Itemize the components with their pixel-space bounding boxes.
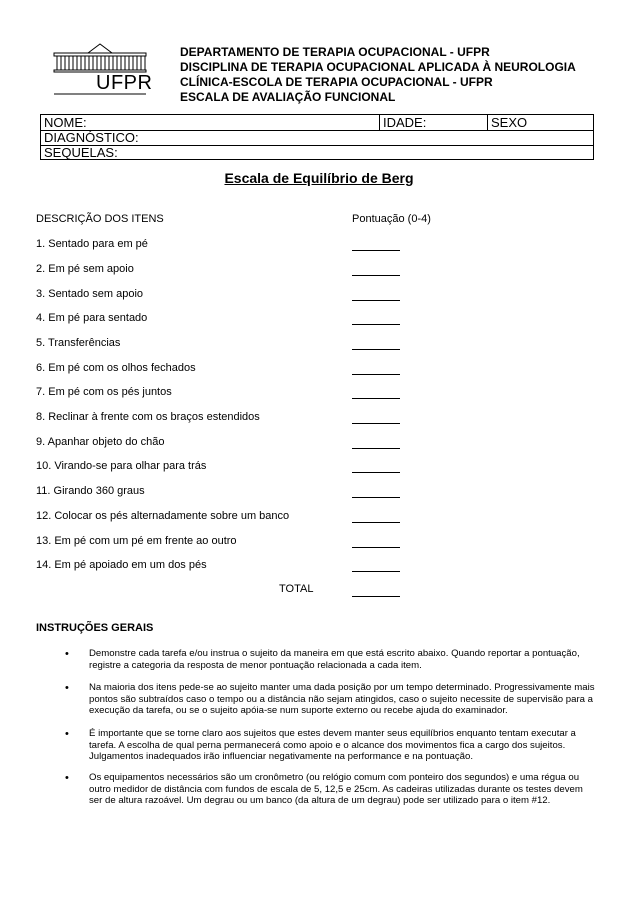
divider: [487, 115, 488, 130]
item-label: 10. Virando-se para olhar para trás: [36, 460, 207, 472]
item-label: 7. Em pé com os pés juntos: [36, 386, 172, 398]
patient-info-box: [40, 114, 594, 160]
bullet-icon: •: [65, 728, 69, 740]
score-blank[interactable]: [352, 386, 400, 399]
patient-row-nome: [41, 115, 593, 131]
item-label: 13. Em pé com um pé em frente ao outro: [36, 535, 237, 547]
sexo-label: SEXO: [491, 115, 528, 130]
idade-label: IDADE:: [383, 115, 427, 130]
header-line-discipline: DISCIPLINA DE TERAPIA OCUPACIONAL APLICADA À NEUROLOGIA: [180, 60, 576, 74]
items-description-header: DESCRIÇÃO DOS ITENS: [36, 213, 164, 225]
item-label: 3. Sentado sem apoio: [36, 288, 144, 300]
bullet-icon: •: [65, 772, 69, 784]
sequelas-label: SEQUELAS:: [44, 145, 118, 160]
page-title: Escala de Equilíbrio de Berg: [224, 170, 414, 186]
item-label: 11. Girando 360 graus: [36, 485, 145, 497]
item-label: 9. Apanhar objeto do chão: [36, 436, 165, 448]
score-blank[interactable]: [352, 337, 400, 350]
instruction-text: É importante que se torne claro aos sujeitos que estes devem manter seus equilíbrios enquanto tentam executar a tarefa. A escolha de qual perna permanecerá como apoio e o alcance dos movimentos fica a cargo dos sujeitos. Julgamentos inadequados irão influenciar negativamente na performance e na pontuação.: [89, 728, 576, 763]
item-label: 6. Em pé com os olhos fechados: [36, 362, 196, 374]
total-label: TOTAL: [279, 583, 314, 595]
header-line-scale: ESCALA DE AVALIAÇÃO FUNCIONAL: [180, 90, 396, 104]
score-blank[interactable]: [352, 535, 400, 548]
item-label: 5. Transferências: [36, 337, 121, 349]
score-blank[interactable]: [352, 288, 400, 301]
logo-text: UFPR: [96, 72, 153, 94]
bullet-icon: •: [65, 682, 69, 694]
item-label: 1. Sentado para em pé: [36, 238, 148, 250]
item-label: 2. Em pé sem apoio: [36, 263, 134, 275]
header-line-department: DEPARTAMENTO DE TERAPIA OCUPACIONAL - UFPR: [180, 45, 490, 59]
score-blank[interactable]: [352, 436, 400, 449]
divider: [379, 115, 380, 130]
score-blank[interactable]: [352, 559, 400, 572]
instruction-text: Na maioria dos itens pede-se ao sujeito manter uma dada posição por um tempo determinado. Progressivamente mais pontos são subtraídos caso o tempo ou a distância não sejam atingidos, caso o sujeito necessite de supervisão para a execução da tarefa, ou se o sujeito apóia-se num suporte externo ou recebe ajuda do examinador.: [89, 682, 595, 717]
score-blank[interactable]: [352, 312, 400, 325]
score-blank[interactable]: [352, 238, 400, 251]
total-score-blank[interactable]: [352, 584, 400, 597]
score-blank[interactable]: [352, 362, 400, 375]
institution-header: [180, 45, 576, 105]
score-blank[interactable]: [352, 460, 400, 473]
item-label: 8. Reclinar à frente com os braços estendidos: [36, 411, 260, 423]
ufpr-logo: [52, 42, 153, 96]
instruction-text: Os equipamentos necessários são um cronômetro (ou relógio comum com ponteiro dos segundos) e uma régua ou outro medidor de distância com fundos de escala de 5, 12,5 e 25cm. As cadeiras utilizadas durante os testes devem ser de altura razoável. Um degrau ou um banco (da altura de um degrau) pode ser utilizado para o item #12.: [89, 772, 583, 807]
diagnostico-label: DIAGNÓSTICO:: [44, 130, 139, 145]
score-blank[interactable]: [352, 510, 400, 523]
nome-label: NOME:: [44, 115, 87, 130]
instructions-title: INSTRUÇÕES GERAIS: [36, 622, 154, 634]
item-label: 12. Colocar os pés alternadamente sobre um banco: [36, 510, 290, 522]
score-header: Pontuação (0-4): [352, 213, 431, 225]
bullet-icon: •: [65, 648, 69, 660]
header-line-clinic: CLÍNICA-ESCOLA DE TERAPIA OCUPACIONAL - UFPR: [180, 75, 493, 89]
patient-row-sequelas: [41, 145, 593, 160]
score-blank[interactable]: [352, 411, 400, 424]
item-label: 4. Em pé para sentado: [36, 312, 148, 324]
item-label: 14. Em pé apoiado em um dos pés: [36, 559, 207, 571]
score-blank[interactable]: [352, 263, 400, 276]
score-blank[interactable]: [352, 485, 400, 498]
instruction-text: Demonstre cada tarefa e/ou instrua o sujeito da maneira em que está escrito abaixo. Quando reportar a pontuação, registre a categoria da resposta de menor pontuação relacionada a cada item.: [89, 648, 580, 671]
patient-row-diagnostico: [41, 130, 593, 146]
